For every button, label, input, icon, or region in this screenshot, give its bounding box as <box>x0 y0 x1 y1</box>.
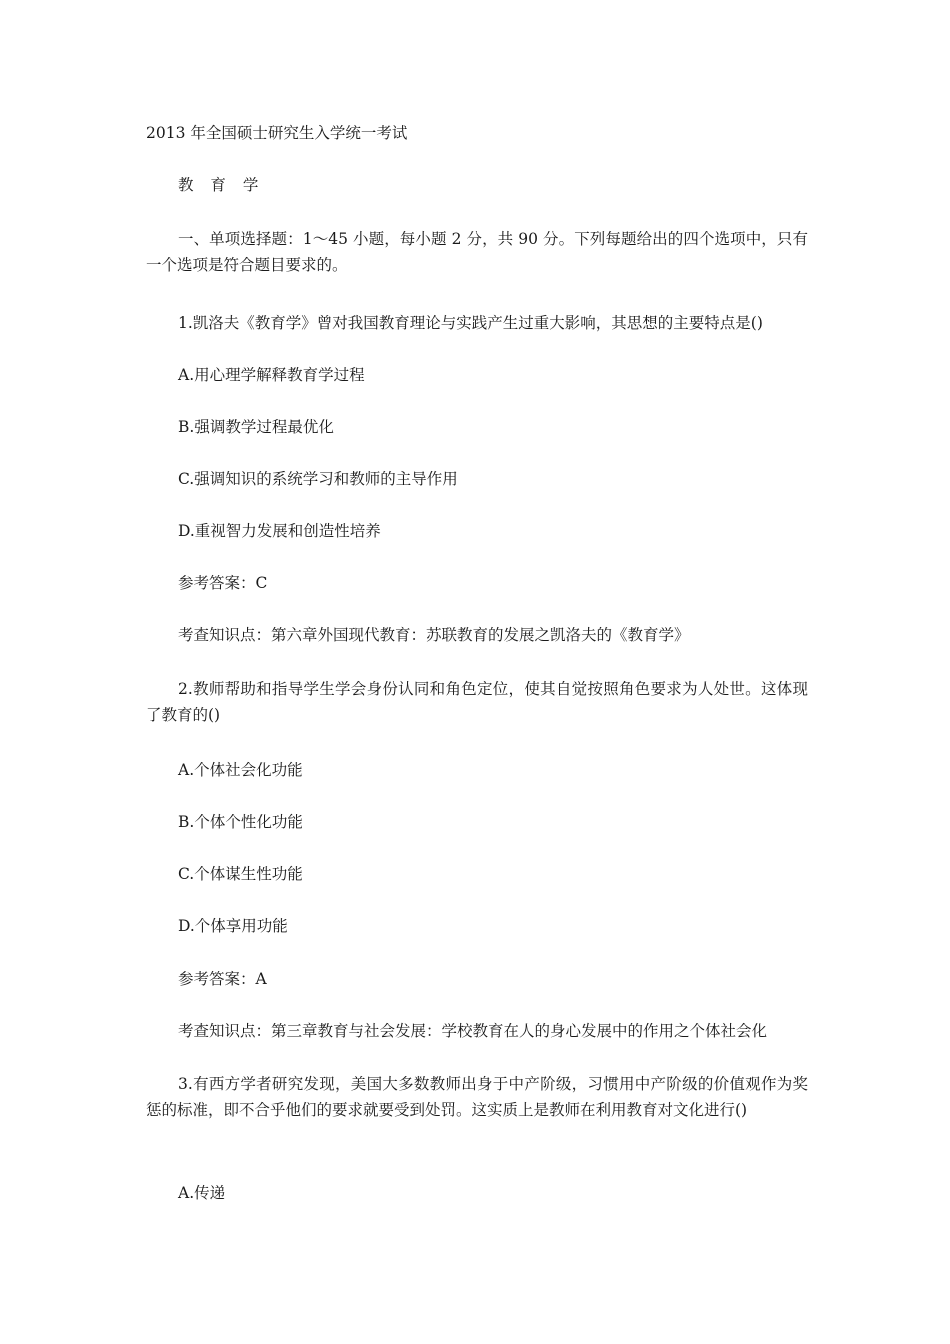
question-2-option-b: B.个体个性化功能 <box>178 813 303 831</box>
question-2-answer: 参考答案：A <box>178 970 267 988</box>
question-1-option-d: D.重视智力发展和创造性培养 <box>178 522 381 540</box>
question-1-stem: 1.凯洛夫《教育学》曾对我国教育理论与实践产生过重大影响，其思想的主要特点是() <box>178 314 763 332</box>
subject-heading: 教 育 学 <box>178 176 265 194</box>
question-3-stem: 3.有西方学者研究发现，美国大多数教师出身于中产阶级，习惯用中产阶级的价值观作为奖惩的标准，即不合乎他们的要求就要受到处罚。这实质上是教师在利用教育对文化进行() <box>146 1075 808 1119</box>
question-2-option-d: D.个体享用功能 <box>178 917 288 935</box>
question-1-option-a: A.用心理学解释教育学过程 <box>178 366 365 384</box>
question-2-option-c: C.个体谋生性功能 <box>178 865 303 883</box>
section-instructions: 一、单项选择题：1～45 小题，每小题 2 分，共 90 分。下列每题给出的四个选项中，只有一个选项是符合题目要求的。 <box>146 230 808 274</box>
question-2-knowledge-point: 考查知识点：第三章教育与社会发展：学校教育在人的身心发展中的作用之个体社会化 <box>178 1022 768 1040</box>
question-2-option-a: A.个体社会化功能 <box>178 761 303 779</box>
question-3-option-a: A.传递 <box>178 1184 226 1202</box>
question-1-knowledge-point: 考查知识点：第六章外国现代教育：苏联教育的发展之凯洛夫的《教育学》 <box>178 626 690 644</box>
document-title: 2013 年全国硕士研究生入学统一考试 <box>146 124 408 142</box>
question-1-option-b: B.强调教学过程最优化 <box>178 418 334 436</box>
question-1-answer: 参考答案：C <box>178 574 268 592</box>
question-2-stem: 2.教师帮助和指导学生学会身份认同和角色定位，使其自觉按照角色要求为人处世。这体现了教育的() <box>146 680 808 724</box>
question-1-option-c: C.强调知识的系统学习和教师的主导作用 <box>178 470 458 488</box>
